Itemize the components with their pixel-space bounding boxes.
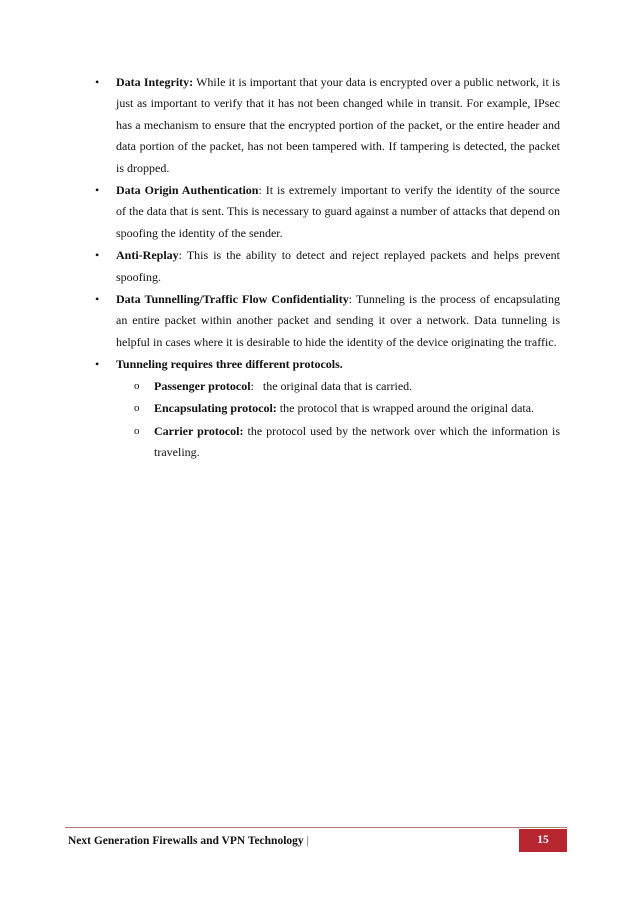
bullet-data-origin-authentication	[82, 180, 560, 244]
bullet-term: Data Tunnelling/Traffic Flow Confidentiality	[116, 292, 349, 307]
bullet-term: Data Origin Authentication	[116, 183, 259, 198]
sub-item-encapsulating-protocol	[116, 398, 560, 419]
footer-separator: |	[306, 835, 309, 847]
sub-item-term: Passenger protocol	[154, 378, 251, 393]
sub-bullet-icon: o	[134, 402, 140, 415]
bullet-icon: •	[95, 183, 100, 198]
bullet-list	[82, 72, 560, 464]
sub-bullet-icon: o	[134, 424, 140, 437]
protocol-sub-list	[116, 376, 560, 464]
sub-item-text: : the original data that is carried.	[250, 378, 413, 393]
bullet-icon: •	[95, 248, 100, 263]
sub-bullet-icon: o	[134, 379, 140, 392]
sub-item-term: Carrier protocol:	[154, 423, 244, 438]
footer-title-text: Next Generation Firewalls and VPN Technology	[68, 835, 304, 847]
footer-title	[68, 833, 309, 849]
bullet-icon: •	[95, 357, 100, 372]
bullet-data-tunnelling	[82, 289, 560, 353]
bullet-data-integrity	[82, 72, 560, 179]
bullet-term: Data Integrity:	[116, 75, 194, 89]
bullet-anti-replay	[82, 245, 560, 288]
bullet-text: : This is the ability to detect and reject replayed packets and helps prevent spoofing.	[116, 248, 560, 284]
sub-item-passenger-protocol	[116, 376, 560, 397]
bullet-text: While it is important that your data is encrypted over a public network, it is just as important to verify that it has not been changed while in transit. For example, IPsec has a mechanism to ensure that the encrypted portion of the packet, or the entire header and data portion of the packet, has not been tampered with. If tampering is detected, the packet is dropped.	[116, 75, 560, 175]
bullet-text: : It is extremely important to verify the identity of the source of the data that is sent. This is necessary to guard against a number of attacks that depend on spoofing the identity of the sender.	[116, 183, 560, 240]
sub-item-carrier-protocol	[116, 421, 560, 464]
sub-item-text: the protocol that is wrapped around the original data.	[276, 401, 535, 416]
footer-divider	[65, 827, 567, 828]
bullet-term: Anti-Replay	[116, 248, 179, 263]
bullet-icon: •	[95, 292, 100, 307]
sub-item-term: Encapsulating protocol:	[154, 401, 277, 416]
bullet-text: : Tunneling is the process of encapsulating an entire packet within another packet and sending it over a network. Data tunneling is helpful in cases where it is desirable to hide the identity of the device originating the traffic.	[116, 292, 560, 349]
bullet-tunneling-protocols	[82, 354, 560, 463]
page-number-badge: 15	[519, 829, 567, 852]
bullet-term: Tunneling requires three different protocols.	[116, 357, 343, 372]
bullet-icon: •	[95, 75, 100, 89]
sub-item-text: the protocol used by the network over which the information is traveling.	[154, 423, 560, 459]
